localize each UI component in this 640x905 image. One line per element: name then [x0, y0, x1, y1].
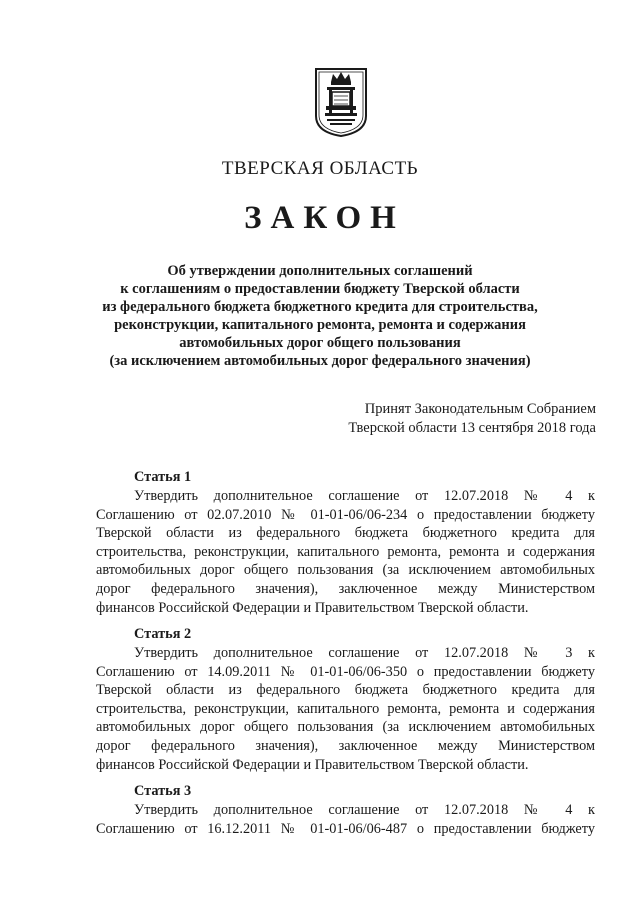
article-line: Соглашению от 02.07.2010 № 01-01-06/06-234 о предоставлении бюджету: [96, 506, 595, 523]
article-3: [96, 782, 595, 838]
article-line: дорог федерального значения), заключенное между Министерством: [96, 737, 595, 754]
tver-coat-of-arms-icon: [313, 66, 369, 138]
article-2: [96, 625, 595, 774]
law-title-line: Об утверждении дополнительных соглашений: [167, 263, 473, 279]
article-line: Тверской области из федерального бюджета бюджетного кредита для: [96, 682, 595, 699]
law-title-line: к соглашениям о предоставлении бюджету Тверской области: [120, 281, 520, 297]
article-line: финансов Российской Федерации и Правительством Тверской области.: [96, 599, 529, 616]
document-type: ЗАКОН: [244, 200, 405, 236]
adoption-note: [348, 400, 596, 438]
law-title-line: (за исключением автомобильных дорог федерального значения): [109, 353, 531, 369]
article-line: автомобильных дорог общего пользования (за исключением автомобильных: [96, 719, 595, 736]
law-title-line: автомобильных дорог общего пользования: [179, 335, 461, 351]
law-title-line: реконструкции, капитального ремонта, ремонта и содержания: [114, 317, 526, 333]
law-title-line: из федерального бюджета бюджетного кредита для строительства,: [102, 299, 538, 315]
article-heading: Статья 3: [134, 783, 192, 799]
article-line: Тверской области из федерального бюджета бюджетного кредита для: [96, 525, 595, 542]
article-heading: Статья 1: [134, 469, 192, 485]
article-line: автомобильных дорог общего пользования (за исключением автомобильных: [96, 562, 595, 579]
adoption-note-line: Принят Законодательным Собранием: [364, 401, 596, 417]
article-line: Соглашению от 14.09.2011 № 01-01-06/06-350 о предоставлении бюджету: [96, 663, 595, 680]
region-name: ТВЕРСКАЯ ОБЛАСТЬ: [221, 158, 419, 179]
article-line: финансов Российской Федерации и Правительством Тверской области.: [96, 756, 529, 773]
article-line: Утвердить дополнительное соглашение от 12.07.2018 № 4 к: [134, 802, 595, 818]
article-heading: Статья 2: [134, 626, 192, 642]
adoption-note-line: Тверской области 13 сентября 2018 года: [348, 420, 596, 436]
article-line: строительства, реконструкции, капитального ремонта, ремонта и содержания: [96, 543, 595, 560]
article-line: Утвердить дополнительное соглашение от 12.07.2018 № 3 к: [134, 645, 595, 661]
law-title: [60, 262, 580, 370]
article-line: строительства, реконструкции, капитального ремонта, ремонта и содержания: [96, 700, 595, 717]
article-line: Утвердить дополнительное соглашение от 12.07.2018 № 4 к: [134, 488, 595, 504]
article-line: дорог федерального значения), заключенное между Министерством: [96, 580, 595, 597]
article-line: Соглашению от 16.12.2011 № 01-01-06/06-487 о предоставлении бюджету: [96, 820, 595, 837]
article-1: [96, 468, 595, 617]
